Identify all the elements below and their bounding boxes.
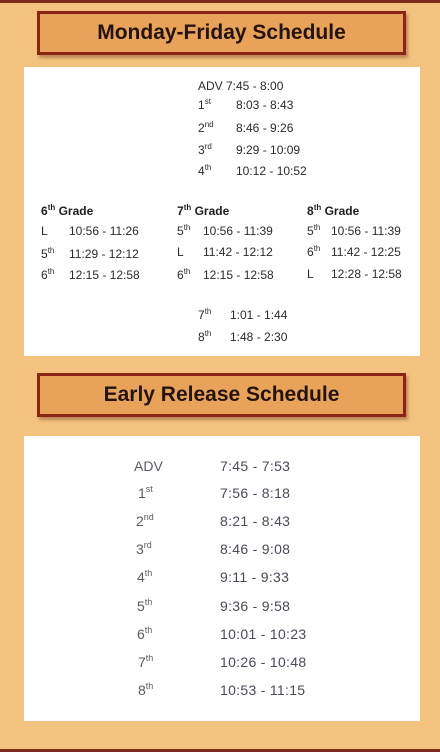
grade-8-row: 6th 11:42 - 12:25 — [307, 244, 401, 259]
mf-period-row: 3rd 9:29 - 10:09 — [198, 142, 301, 157]
mf-period-time: 10:12 - 10:52 — [236, 164, 307, 178]
mf-period-row: 2nd 8:46 - 9:26 — [198, 120, 294, 135]
mf-period-label: ADV — [198, 79, 223, 93]
early-release-title-banner — [37, 373, 406, 417]
grade-8-heading: 8th Grade — [307, 203, 360, 218]
mf-period-row: 1st 8:03 - 8:43 — [198, 97, 294, 112]
grade-7-row: 6th 12:15 - 12:58 — [177, 267, 274, 282]
mf-period-time: 8:46 - 9:26 — [236, 121, 294, 135]
early-release-title: Early Release Schedule — [103, 383, 340, 406]
er-period-label: 3rd — [136, 540, 152, 557]
grade-7-heading: 7th Grade — [177, 203, 230, 218]
grade-7-row: 5th 10:56 - 11:39 — [177, 223, 273, 238]
er-period-time: 9:11 - 9:33 — [220, 569, 290, 585]
er-period-row — [24, 682, 420, 702]
er-period-time: 9:36 - 9:58 — [220, 598, 291, 614]
er-period-row — [24, 485, 420, 505]
er-period-time: 10:26 - 10:48 — [220, 654, 307, 670]
mf-period-row: 8th 1:48 - 2:30 — [198, 329, 288, 344]
er-period-row — [24, 598, 420, 618]
grade-6-row: 5th 11:29 - 12:12 — [41, 246, 139, 261]
er-period-label: 1st — [138, 484, 153, 501]
mf-period-time: 8:03 - 8:43 — [236, 98, 294, 112]
mf-period-label: 8 — [198, 330, 205, 344]
mf-period-row — [198, 79, 284, 93]
mf-period-row: 7th 1:01 - 1:44 — [198, 307, 288, 322]
early-release-schedule-panel — [24, 436, 420, 721]
er-period-row — [24, 513, 420, 533]
grade-6-column — [41, 203, 140, 282]
mf-period-label: 1 — [198, 98, 205, 112]
monday-friday-schedule-panel — [24, 67, 420, 356]
grade-8-column — [307, 203, 402, 281]
mf-period-time: 1:01 - 1:44 — [230, 308, 288, 322]
mf-period-label: 2 — [198, 121, 205, 135]
grade-6-row: L 10:56 - 11:26 — [41, 224, 139, 238]
mf-period-time: 1:48 - 2:30 — [230, 330, 288, 344]
er-period-time: 10:53 - 11:15 — [220, 682, 306, 698]
monday-friday-title: Monday-Friday Schedule — [97, 21, 346, 44]
er-period-label: ADV — [134, 458, 163, 474]
mf-period-row: 4th 10:12 - 10:52 — [198, 163, 307, 178]
er-period-row — [24, 458, 420, 478]
er-period-label: 2nd — [136, 512, 154, 529]
er-period-label: 8th — [138, 681, 154, 698]
grade-8-row: 5th 10:56 - 11:39 — [307, 223, 401, 238]
er-period-time: 7:45 - 7:53 — [220, 458, 291, 474]
mf-period-time: 9:29 - 10:09 — [236, 143, 301, 157]
mf-period-label: 7 — [198, 308, 205, 322]
er-period-row — [24, 654, 420, 674]
er-period-time: 7:56 - 8:18 — [220, 485, 291, 501]
grade-6-row: 6th 12:15 - 12:58 — [41, 267, 140, 282]
grade-7-column — [177, 203, 274, 282]
grade-7-row: L 11:42 - 12:12 — [177, 245, 273, 259]
er-period-label: 5th — [137, 597, 153, 614]
er-period-row — [24, 569, 420, 589]
grade-6-heading: 6th Grade — [41, 203, 94, 218]
grade-8-row: L 12:28 - 12:58 — [307, 267, 402, 281]
monday-friday-title-banner — [37, 11, 406, 55]
er-period-time: 10:01 - 10:23 — [220, 626, 307, 642]
er-period-row — [24, 626, 420, 646]
er-period-label: 6th — [137, 625, 153, 642]
mf-period-label: 3 — [198, 143, 205, 157]
mf-period-label: 4 — [198, 164, 205, 178]
top-border — [0, 0, 440, 3]
er-period-time: 8:46 - 9:08 — [220, 541, 291, 557]
er-period-row — [24, 541, 420, 561]
mf-period-time: 7:45 - 8:00 — [226, 79, 284, 93]
er-period-label: 7th — [138, 653, 154, 670]
er-period-time: 8:21 - 8:43 — [220, 513, 291, 529]
er-period-label: 4th — [137, 568, 153, 585]
